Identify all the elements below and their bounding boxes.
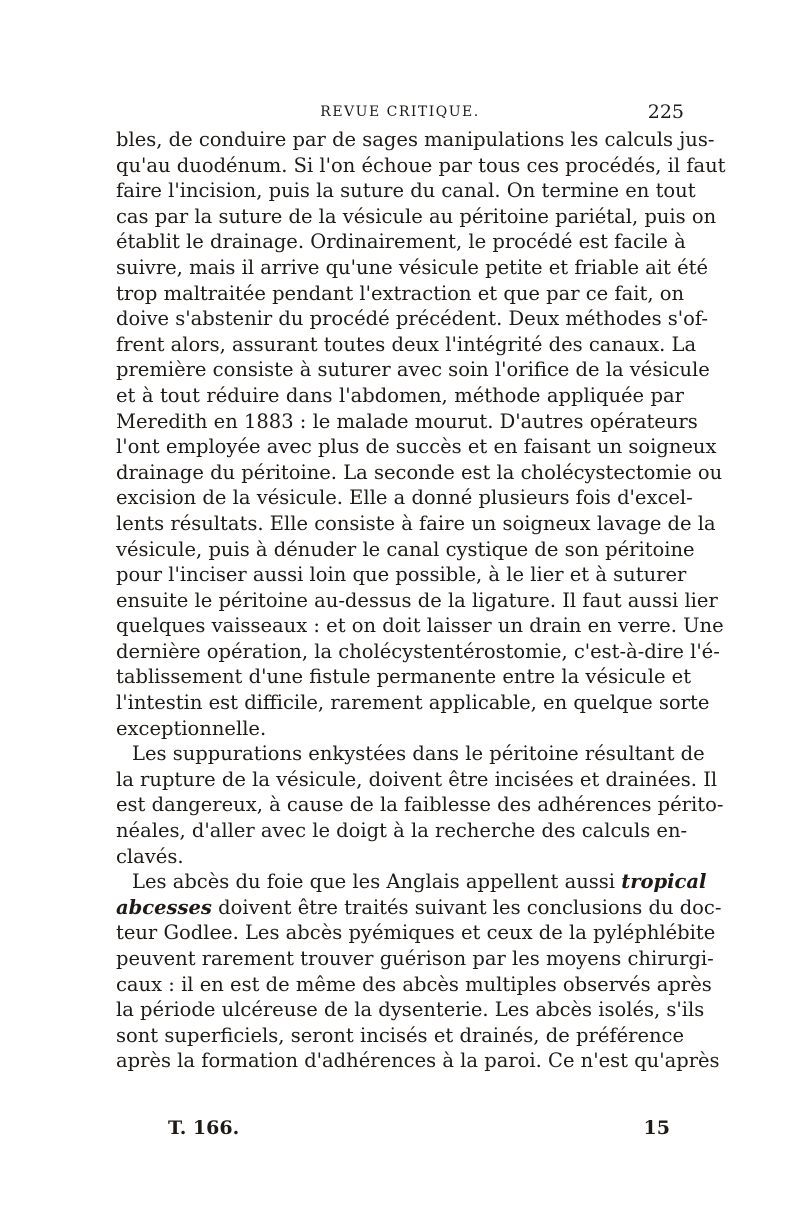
text-line: établit le drainage. Ordinairement, le procédé est facile à xyxy=(116,230,686,254)
text-line: première consiste à suturer avec soin l'orifice de la vésicule xyxy=(116,358,710,382)
text-line: teur Godlee. Les abcès pyémiques et ceux de la pyléphlébite xyxy=(116,921,716,945)
text-line: frent alors, assurant toutes deux l'intégrité des canaux. La xyxy=(116,332,697,356)
page-number: 225 xyxy=(647,101,684,123)
page-header xyxy=(116,100,684,124)
text-line: drainage du péritoine. La seconde est la cholécystectomie ou xyxy=(116,460,723,484)
text-line: caux : il en est de même des abcès multiples observés après xyxy=(116,972,712,996)
text-line: ensuite le péritoine au-dessus de la ligature. Il faut aussi lier xyxy=(116,588,718,612)
text-line: tablissement d'une fistule permanente entre la vésicule et xyxy=(116,665,692,689)
body-text xyxy=(116,127,726,1074)
text-line: est dangereux, à cause de la faiblesse des adhérences périto- xyxy=(116,793,724,817)
text-line-with-italic xyxy=(116,869,707,895)
text-line: la période ulcéreuse de la dysenterie. Les abcès isolés, s'ils xyxy=(116,998,705,1022)
text-segment: Les abcès du foie que les Anglais appellent aussi xyxy=(132,870,616,894)
text-line-with-italic xyxy=(116,895,722,921)
italic-term-tropical: tropical xyxy=(621,870,707,894)
italic-term-abcesses: abcesses xyxy=(116,895,212,919)
text-line: pour l'inciser aussi loin que possible, à le lier et à suturer xyxy=(116,563,687,587)
text-line: quelques vaisseaux : et on doit laisser un drain en verre. Une xyxy=(116,614,724,638)
text-line: clavés. xyxy=(116,844,184,868)
text-line: vésicule, puis à dénuder le canal cystique de son péritoine xyxy=(116,537,695,561)
running-head: REVUE CRITIQUE. xyxy=(320,104,480,120)
text-line: suivre, mais il arrive qu'une vésicule petite et friable ait été xyxy=(116,255,708,279)
text-line: l'ont employée avec plus de succès et en faisant un soigneux xyxy=(116,435,717,459)
text-line: qu'au duodénum. Si l'on échoue par tous ces procédés, il faut xyxy=(116,153,726,177)
text-line: bles, de conduire par de sages manipulations les calculs jus- xyxy=(116,128,715,151)
text-line: l'intestin est difficile, rarement applicable, en quelque sorte xyxy=(116,691,710,715)
text-line: exceptionnelle. xyxy=(116,716,267,740)
text-line: la rupture de la vésicule, doivent être incisées et drainées. Il xyxy=(116,767,718,791)
volume-label: T. 166. xyxy=(168,1117,240,1139)
text-line: après la formation d'adhérences à la paroi. Ce n'est qu'après xyxy=(116,1049,720,1073)
text-line: doive s'abstenir du procédé précédent. Deux méthodes s'of- xyxy=(116,307,709,331)
text-line: Les suppurations enkystées dans le péritoine résultant de xyxy=(132,742,705,766)
text-line: Meredith en 1883 : le malade mourut. D'autres opérateurs xyxy=(116,409,698,433)
text-line: cas par la suture de la vésicule au péritoine pariétal, puis on xyxy=(116,204,717,228)
text-line: sont superficiels, seront incisés et drainés, de préférence xyxy=(116,1023,684,1047)
text-line: peuvent rarement trouver guérison par les moyens chirurgi- xyxy=(116,947,714,970)
text-segment: doivent être traités suivant les conclusions du doc- xyxy=(218,895,722,919)
text-line: néales, d'aller avec le doigt à la recherche des calculs en- xyxy=(116,819,688,843)
text-line: trop maltraitée pendant l'extraction et que par ce fait, on xyxy=(116,281,685,305)
text-line: et à tout réduire dans l'abdomen, méthode appliquée par xyxy=(116,383,684,407)
text-line: excision de la vésicule. Elle a donné plusieurs fois d'excel- xyxy=(116,486,693,510)
text-line: dernière opération, la cholécystentérostomie, c'est-à-dire l'é- xyxy=(116,639,720,663)
text-line: faire l'incision, puis la suture du canal. On termine en tout xyxy=(116,179,696,203)
text-line: lents résultats. Elle consiste à faire un soigneux lavage de la xyxy=(116,511,716,535)
signature-mark: 15 xyxy=(643,1117,670,1139)
page-footer xyxy=(116,1115,684,1141)
